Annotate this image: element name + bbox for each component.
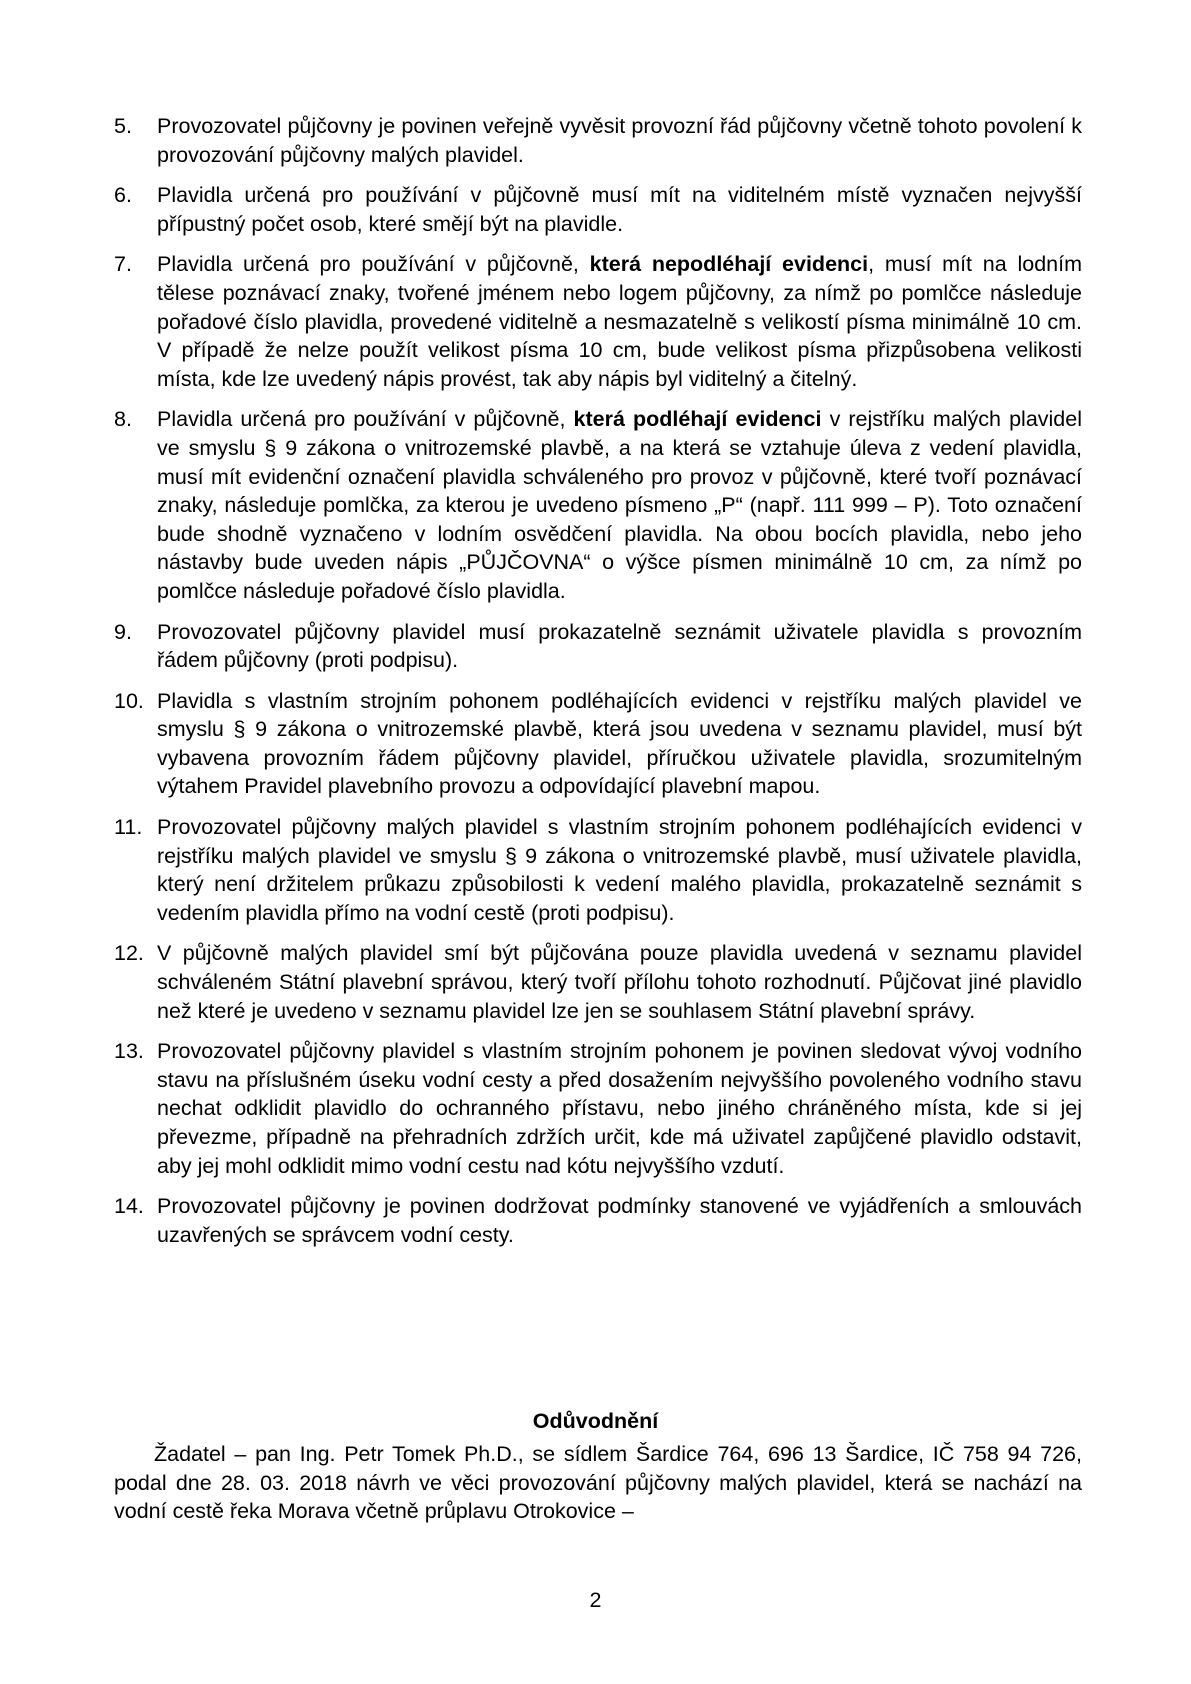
bold-text: která nepodléhají evidenci (589, 252, 869, 277)
justification-paragraph: Žadatel – pan Ing. Petr Tomek Ph.D., se sídlem Šardice 764, 696 13 Šardice, IČ 758 94 726, podal dne 28. 03. 2018 návrh ve věci provozování půjčovny malých plavidel, která se nachází na vodní cestě řeka Morava včetně průplavu Otrokovice – (114, 1442, 1082, 1524)
list-item (114, 618, 1082, 675)
text-run: , musí mít na lodním tělese poznávací znaky, tvořené jménem nebo logem půjčovny, za nímž po pomlčce následuje pořadové číslo plavidla, provedené viditelně a nesmazatelně s velikostí písma minimálně 10 cm. V případě že nelze použít velikost písma 10 cm, bude velikost písma přizpůsobena velikosti místa, kde lze uvedený nápis provést, tak aby nápis byl viditelný a čitelný. (157, 252, 1082, 391)
item-number: 11. (114, 815, 143, 840)
item-number: 9. (114, 619, 132, 644)
text-run: Provozovatel půjčovny plavidel musí prokazatelně seznámit uživatele plavidla s provozním řádem půjčovny (proti podpisu). (157, 619, 1082, 673)
item-text (157, 112, 1082, 169)
section-heading: Odůvodnění (532, 1409, 659, 1433)
text-run: Provozovatel půjčovny je povinen dodržovat podmínky stanovené ve vyjádřeních a smlouvách uzavřených se správcem vodní cesty. (157, 1194, 1082, 1247)
item-number: 12. (114, 941, 144, 966)
item-number: 5. (114, 114, 132, 138)
item-text (157, 181, 1082, 238)
text-run: V půjčovně malých plavidel smí být půjčována pouze plavidla uvedená v seznamu plavidel schváleném Státní plavební správou, který tvoří přílohu tohoto rozhodnutí. Půjčovat jiné plavidlo než které je uvedeno v seznamu plavidel lze jen se souhlasem Státní plavební správy. (157, 941, 1082, 1023)
item-text (157, 1192, 1082, 1249)
list-item (114, 250, 1082, 393)
item-number: 6. (114, 183, 132, 208)
text-run: Provozovatel půjčovny plavidel s vlastním strojním pohonem je povinen sledovat vývoj vodního stavu na příslušném úseku vodní cesty a před dosažením nejvyššího povoleného vodního stavu nechat odklidit plavidlo do ochranného přístavu, nebo jiného chráněného místa, kde si jej převezme, případně na přehradních zdržích určit, kde má uživatel zapůjčené plavidlo odstavit, aby jej mohl odklidit mimo vodní cestu nad kótu nejvyššího vzdutí. (157, 1039, 1082, 1178)
item-text (157, 250, 1082, 393)
list-item (114, 813, 1082, 927)
text-run: Provozovatel půjčovny je povinen veřejně vyvěsit provozní řád půjčovny včetně tohoto povolení k provozování půjčovny malých plavidel. (157, 114, 1082, 167)
text-run: Plavidla určená pro používání v půjčovně, (157, 252, 590, 277)
item-text (157, 687, 1082, 801)
list-item (114, 181, 1082, 238)
text-run: v rejstříku malých plavidel ve smyslu § 9 zákona o vnitrozemské plavbě, a na která se vztahuje úleva z vedení plavidla, musí mít evidenční označení plavidla schváleného pro provoz v půjčovně, které tvoří poznávací znaky, následuje pomlčka, za kterou je uvedeno písmeno „P“ (např. 111 999 – P). Toto označení bude shodně vyznačeno v lodním osvědčení plavidla. Na obou bocích plavidla, nebo jeho nástavby bude uveden nápis „PŮJČOVNA“ o výšce písmen minimálně 10 cm, za nímž po pomlčce následuje pořadové číslo plavidla. (157, 407, 1082, 603)
list-item (114, 405, 1082, 605)
text-run: Plavidla určená pro používání v půjčovně musí mít na viditelném místě vyznačen nejvyšší přípustný počet osob, které smějí být na plavidle. (157, 183, 1082, 236)
item-number: 8. (114, 407, 132, 432)
list-item (114, 687, 1082, 801)
item-text (157, 405, 1082, 605)
item-text (157, 813, 1082, 927)
item-number: 10. (114, 688, 144, 713)
list-item (114, 1192, 1082, 1249)
conditions-list (114, 112, 1082, 1261)
item-number: 14. (114, 1194, 144, 1219)
item-text (157, 939, 1082, 1025)
item-text (157, 1037, 1082, 1180)
list-item (114, 939, 1082, 1025)
list-item (114, 112, 1082, 169)
text-run: Plavidla s vlastním strojním pohonem podléhajících evidenci v rejstříku malých plavidel ve smyslu § 9 zákona o vnitrozemské plavbě, která jsou uvedena v seznamu plavidel, musí být vybavena provozním řádem půjčovny plavidel, příručkou uživatele plavidla, srozumitelným výtahem Pravidel plavebního provozu a odpovídající plavební mapou. (157, 688, 1082, 799)
page-number: 2 (589, 1588, 602, 1612)
item-number: 7. (114, 252, 132, 277)
text-run: Provozovatel půjčovny malých plavidel s vlastním strojním pohonem podléhajících evidenci v rejstříku malých plavidel ve smyslu § 9 zákona o vnitrozemské plavbě, musí uživatele plavidla, který není držitelem průkazu způsobilosti k vedení malého plavidla, prokazatelně seznámit s vedením plavidla přímo na vodní cestě (proti podpisu). (157, 815, 1082, 925)
text-run: Plavidla určená pro používání v půjčovně, (157, 407, 574, 432)
list-item (114, 1037, 1082, 1180)
item-text (157, 618, 1082, 675)
item-number: 13. (114, 1039, 144, 1064)
bold-text: která podléhají evidenci (573, 407, 822, 432)
